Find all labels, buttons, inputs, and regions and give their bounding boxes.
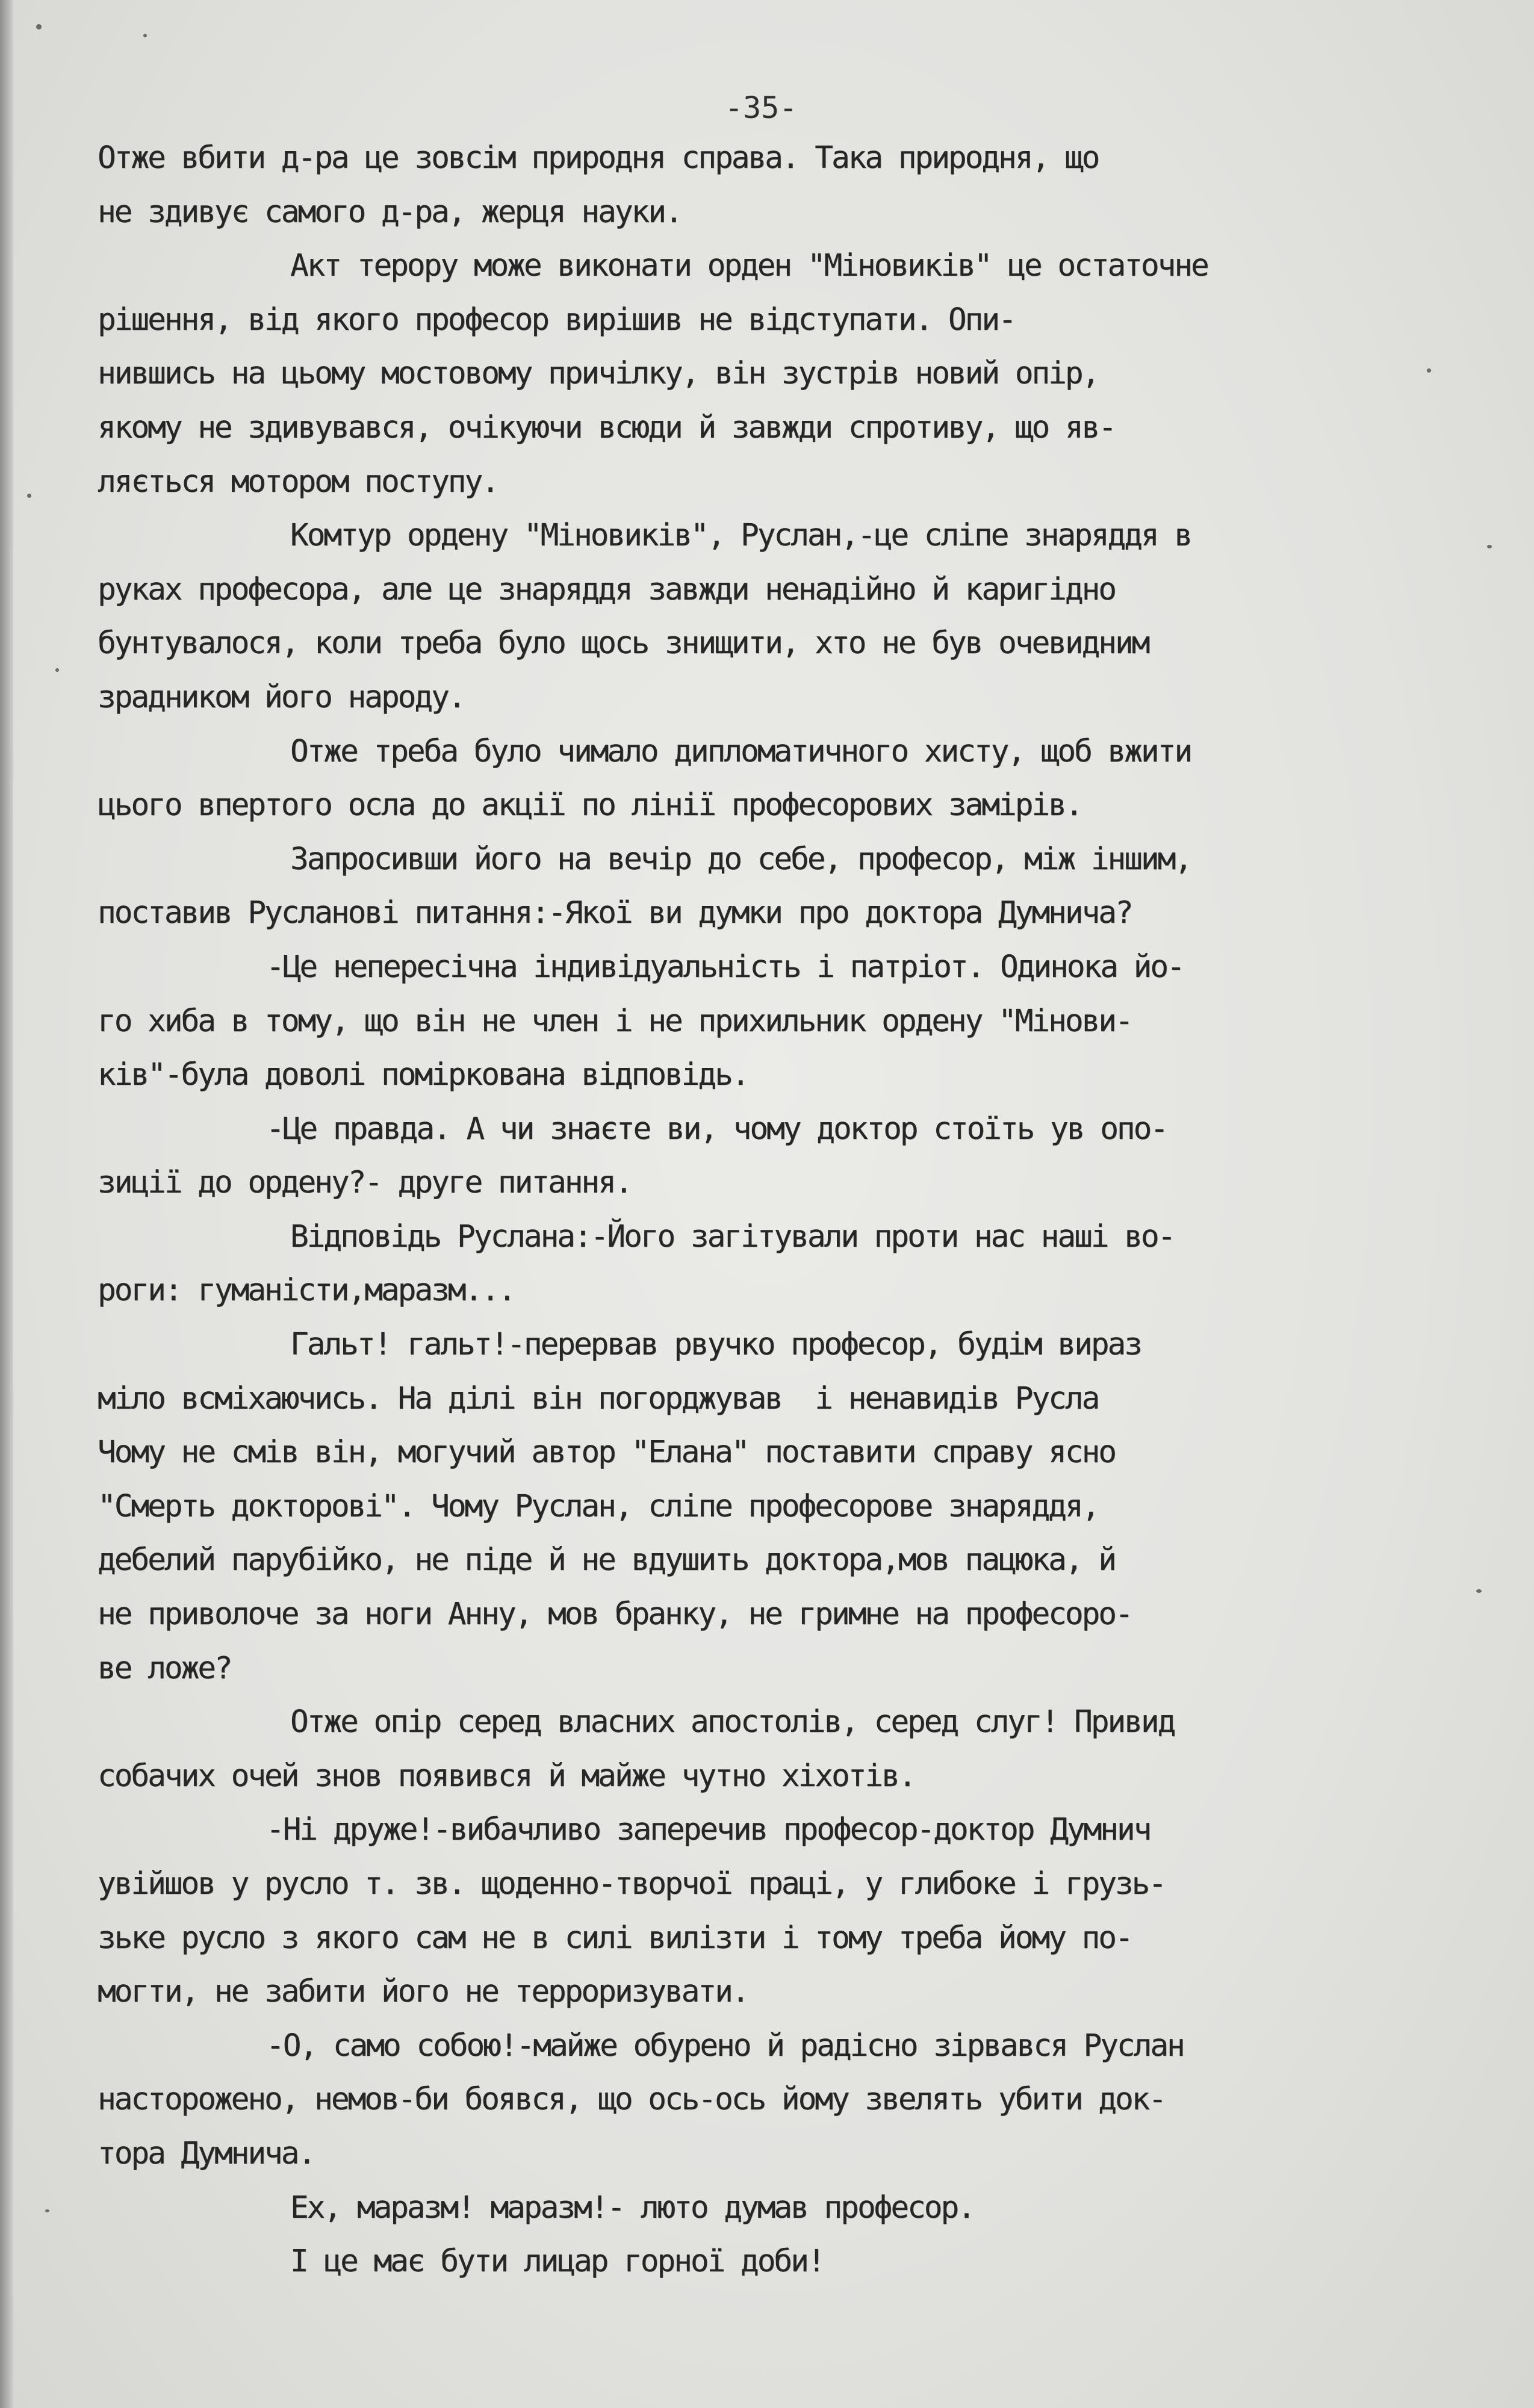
scan-speck: [36, 24, 42, 29]
text-line: ве ложе?: [98, 1650, 231, 1686]
scan-speck: [143, 34, 147, 37]
text-line: могти, не забити його не терроризувати.: [98, 1974, 748, 2010]
text-line: Отже вбити д-ра це зовсім природня справа. Така природня, що: [98, 140, 1099, 176]
text-line: роги: гуманісти,маразм...: [98, 1273, 515, 1309]
text-line: поставив Русланові питання:-Якої ви думки про доктора Думнича?: [98, 895, 1132, 931]
text-line: -Ні друже!-вибачливо заперечив професор-доктор Думнич: [266, 1812, 1150, 1848]
text-line: бунтувалося, коли треба було щось знищити, хто не був очевидним: [98, 625, 1149, 662]
text-line: нившись на цьому мостовому причілку, він зустрів новий опір,: [98, 356, 1099, 392]
text-line: не здивує самого д-ра, жерця науки.: [98, 194, 682, 230]
text-line: якому не здивувався, очікуючи всюди й завжди спротиву, що яв-: [98, 409, 1115, 445]
text-line: рішення, від якого професор вирішив не відступати. Опи-: [98, 302, 1015, 338]
text-line: Чому не смів він, могучий автор "Елана" поставити справу ясно: [98, 1435, 1115, 1471]
scan-speck: [45, 2209, 49, 2212]
text-line: руках професора, але це знаряддя завжди ненадійно й каригідно: [98, 571, 1115, 607]
text-line: І це має бути лицар горної доби!: [290, 2244, 824, 2280]
text-line: Запросивши його на вечір до себе, професор, між іншим,: [290, 841, 1191, 877]
text-line: Відповідь Руслана:-Його загітували проти нас наші во-: [290, 1218, 1175, 1255]
scan-left-edge: [0, 0, 13, 2408]
page-number: -35-: [725, 90, 798, 125]
scan-speck: [1487, 545, 1492, 548]
text-line: не приволоче за ноги Анну, мов бранку, не гримне на професоро-: [98, 1597, 1132, 1633]
text-line: зьке русло з якого сам не в силі вилізти і тому треба йому по-: [98, 1920, 1132, 1956]
text-line: Акт терору може виконати орден "Міновиків" це остаточне: [290, 248, 1208, 284]
document-body: [98, 131, 1458, 2289]
text-line: -Це правда. А чи знаєте ви, чому доктор стоїть ув опо-: [266, 1111, 1167, 1147]
scan-speck: [1476, 1589, 1482, 1593]
text-line: Отже опір серед власних апостолів, серед слуг! Привид: [290, 1704, 1175, 1740]
text-line: собачих очей знов появився й майже чутно хіхотів.: [98, 1758, 915, 1794]
text-line: ляється мотором поступу.: [98, 464, 498, 500]
text-line: -Це непересічна індивідуальність і патріот. Одинока йо-: [266, 949, 1184, 985]
text-line: цього впертого осла до акції по лінії професорових замірів.: [98, 787, 1082, 824]
text-line: насторожено, немов-би боявся, що ось-ось йому звелять убити док-: [98, 2082, 1166, 2118]
text-line: Гальт! гальт!-перервав рвучко професор, будім вираз: [290, 1327, 1141, 1363]
text-line: міло всміхаючись. На ділі він погорджував і ненавидів Русла: [98, 1380, 1099, 1417]
text-line: увійшов у русло т. зв. щоденно-творчої праці, у глибоке і грузь-: [98, 1866, 1166, 1902]
text-line: -О, само собою!-майже обурено й радісно зірвався Руслан: [266, 2028, 1184, 2064]
text-line: дебелий парубійко, не піде й не вдушить доктора,мов пацюка, й: [98, 1542, 1115, 1578]
scan-speck: [27, 494, 31, 498]
text-line: ків"-була доволі поміркована відповідь.: [98, 1057, 748, 1093]
text-line: тора Думнича.: [98, 2135, 315, 2171]
text-line: зиції до ордену?- друге питання.: [98, 1165, 632, 1201]
text-line: Отже треба було чимало дипломатичного хисту, щоб вжити: [290, 733, 1191, 769]
text-line: "Смерть докторові". Чому Руслан, сліпе професорове знаряддя,: [98, 1488, 1099, 1524]
text-line: Комтур ордену "Міновиків", Руслан,-це сліпе знаряддя в: [290, 518, 1191, 554]
text-line: го хиба в тому, що він не член і не прихильник ордену "Мінови-: [98, 1003, 1132, 1039]
text-line: Ех, маразм! маразм!- люто думав професор.: [290, 2189, 974, 2226]
text-line: зрадником його народу.: [98, 679, 465, 715]
scan-speck: [55, 668, 59, 672]
